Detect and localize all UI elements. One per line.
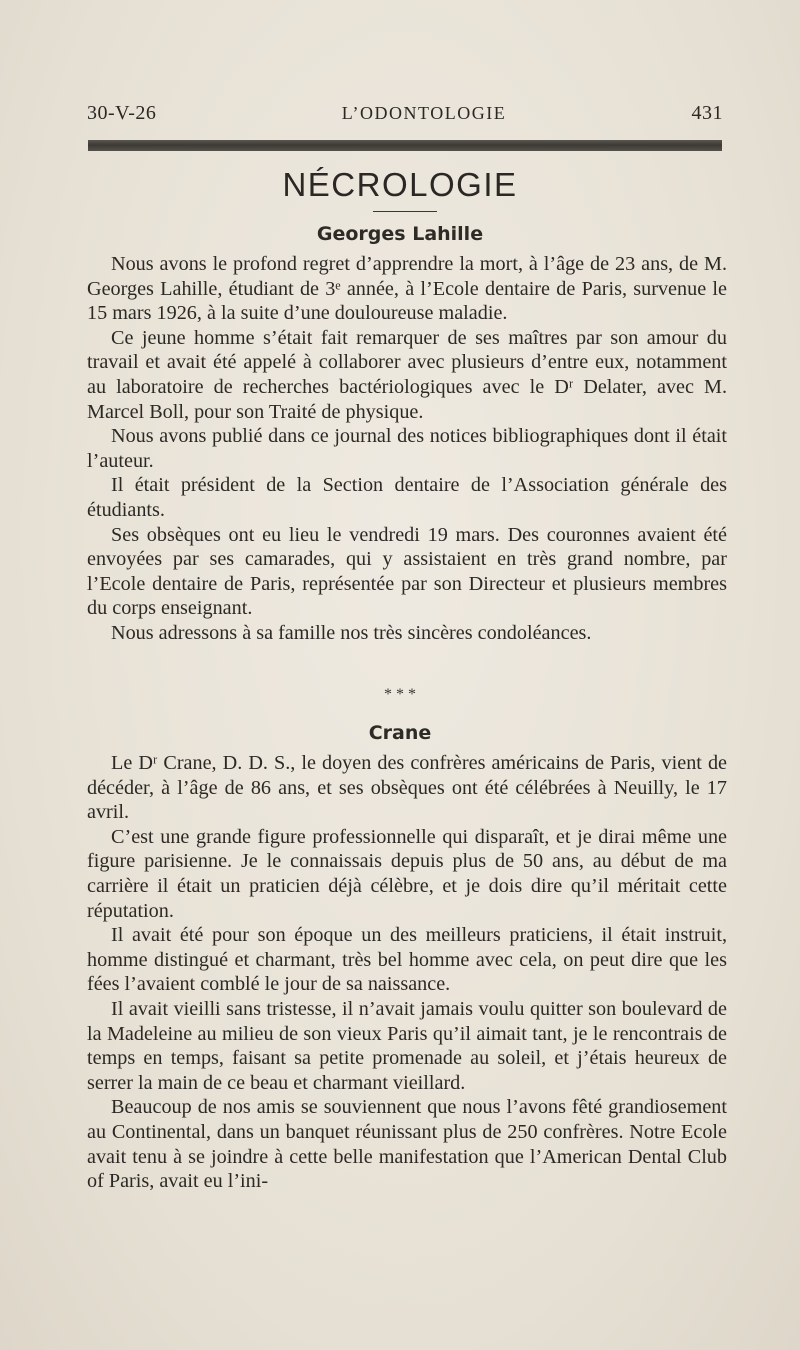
section-title: NÉCROLOGIE xyxy=(282,166,518,203)
paragraph: Ce jeune homme s’était fait remarquer de ses maîtres par son amour du travail et avait été appelé à collaborer avec plusieurs d’entre eux, notamment au laboratoire de recherches bactériologiques avec le Dʳ Delater, avec M. Marcel Boll, pour son Traité de physique. xyxy=(87,326,727,423)
paragraph: Il avait vieilli sans tristesse, il n’avait jamais voulu quitter son boulevard de la Madeleine au milieu de son vieux Paris qu’il aimait tant, je le rencontrais de temps en temps, faisant sa petite promenade au soleil, et j’étais heureux de serrer la main de ce beau et charmant vieillard. xyxy=(87,997,727,1094)
paragraph: C’est une grande figure professionnelle qui disparaît, et je dirai même une figure parisienne. Je le connaissais depuis plus de 50 ans, au début de ma carrière il était un praticien déjà célèbre, et je dois dire qu’il méritait cette réputation. xyxy=(87,825,727,922)
paragraph: Beaucoup de nos amis se souviennent que nous l’avons fêté grandiosement au Continental, dans un banquet réunissant plus de 250 confrères. Notre Ecole avait tenu à se joindre à cette belle manifestation que l’American Dental Club of Paris, avait eu l’ini- xyxy=(87,1096,727,1193)
paragraph: Il avait été pour son époque un des meilleurs praticiens, il était instruit, homme distingué et charmant, très bel homme avec cela, on peut dire que les fées l’avaient comblé le jour de sa naissance. xyxy=(87,924,727,996)
issue-date: 30-V-26 xyxy=(87,102,157,124)
page-number: 431 xyxy=(691,102,723,124)
paragraph: Nous adressons à sa famille nos très sincères condoléances. xyxy=(111,621,592,644)
paragraph: Nous avons le profond regret d’apprendre la mort, à l’âge de 23 ans, de M. Georges Lahille, étudiant de 3ᵉ année, à l’Ecole dentaire de Paris, survenue le 15 mars 1926, à la suite d’une douloureuse maladie. xyxy=(87,253,727,325)
running-head xyxy=(87,102,723,125)
header-ornament-rule xyxy=(88,140,722,151)
journal-title: L’ODONTOLOGIE xyxy=(341,103,507,123)
paragraph: Nous avons publié dans ce journal des notices bibliographiques dont il était l’auteur. xyxy=(87,425,727,472)
title-underline xyxy=(373,211,437,212)
obituary-heading-crane: Crane xyxy=(368,722,432,744)
obituary-body-lahille xyxy=(87,252,727,646)
obituary-heading-lahille: Georges Lahille xyxy=(316,223,484,245)
obituary-body-crane xyxy=(87,751,727,1194)
paragraph: Le Dʳ Crane, D. D. S., le doyen des confrères américains de Paris, vient de décéder, à l’âge de 86 ans, et ses obsèques ont été célébrées à Neuilly, le 17 avril. xyxy=(87,752,727,824)
asterism-separator: * * * xyxy=(384,686,416,703)
paragraph: Ses obsèques ont eu lieu le vendredi 19 mars. Des couronnes avaient été envoyées par ses camarades, qui y assistaient en très grand nombre, par l’Ecole dentaire de Paris, représentée par son Directeur et plusieurs membres du corps enseignant. xyxy=(87,523,727,620)
paragraph: Il était président de la Section dentaire de l’Association générale des étudiants. xyxy=(87,474,727,521)
